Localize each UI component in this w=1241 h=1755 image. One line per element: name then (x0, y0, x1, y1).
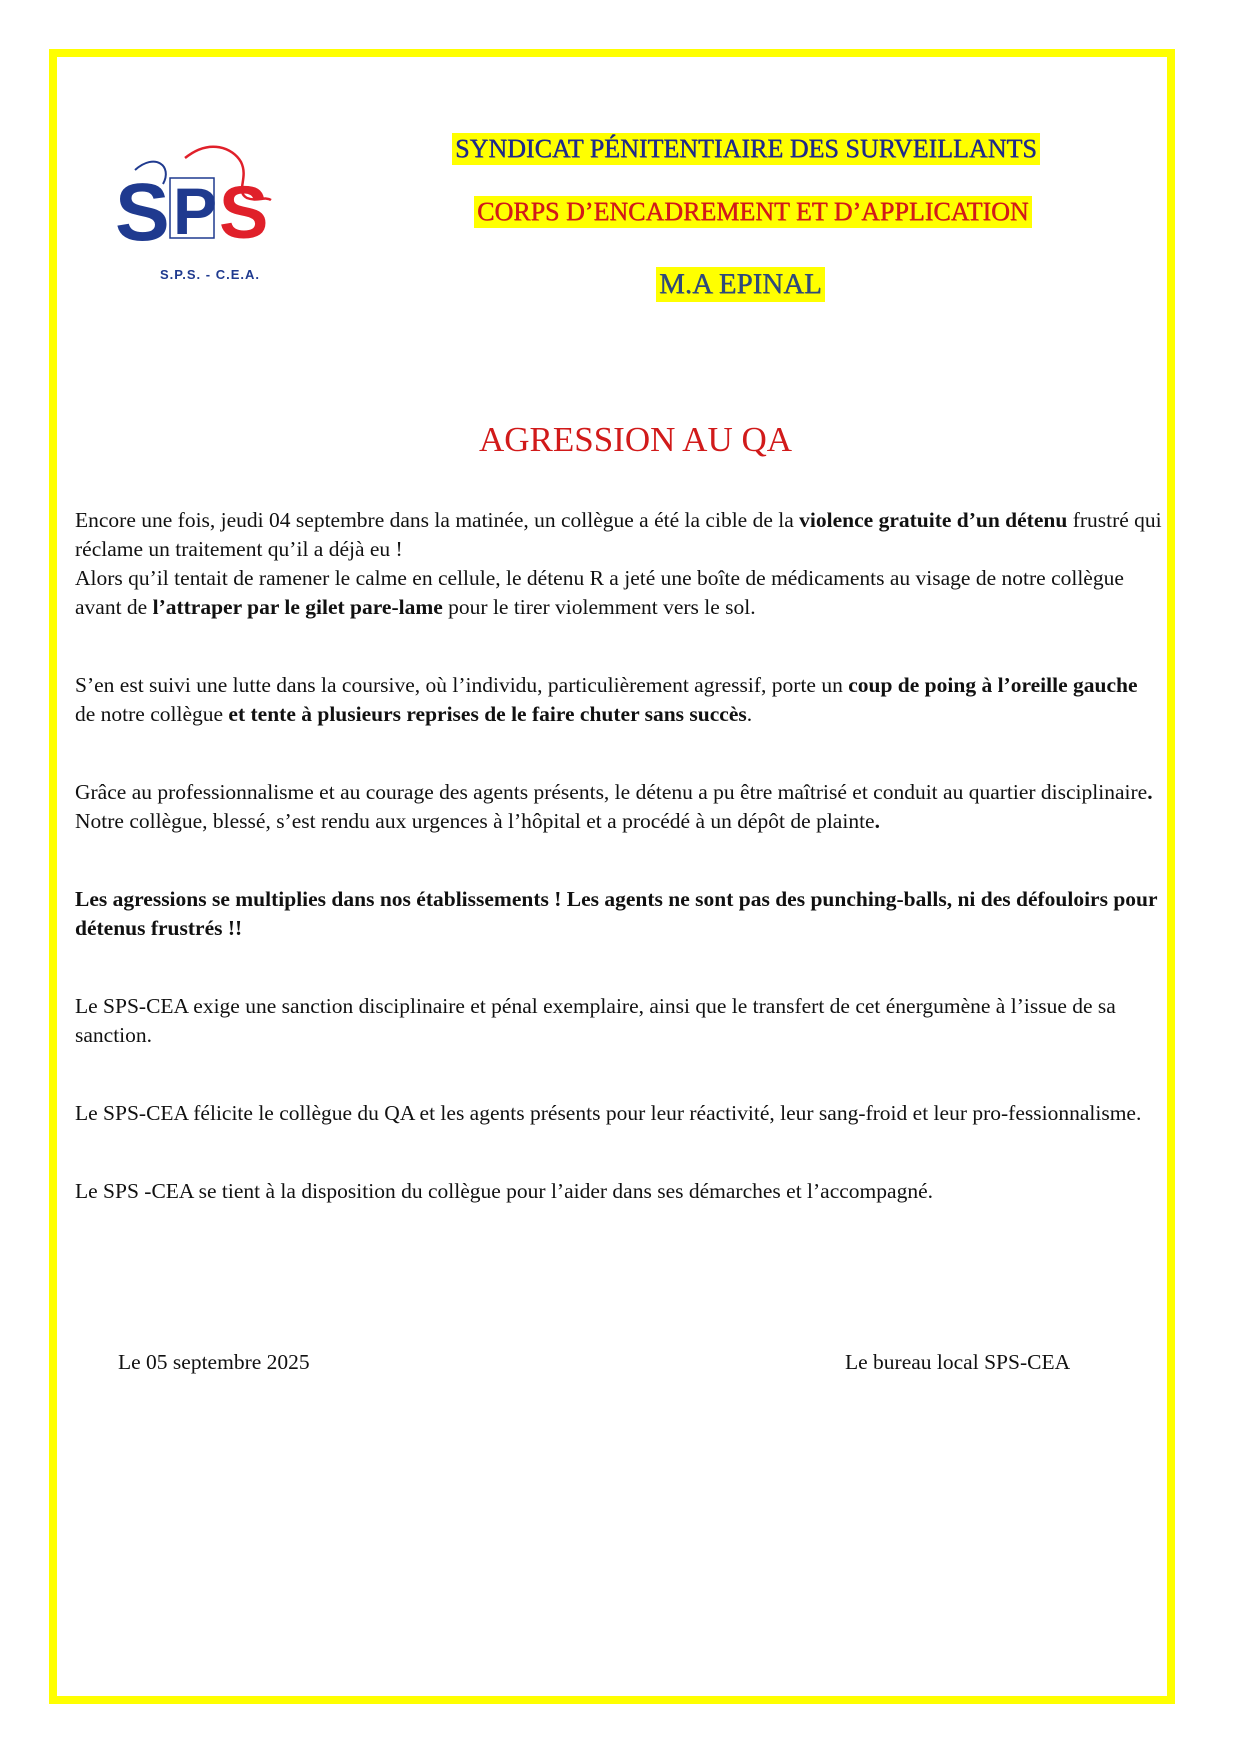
p2-text-b: pour le tirer violemment vers le sol. (442, 595, 756, 619)
establishment-name: M.A EPINAL (656, 267, 825, 302)
paragraph-7: Le SPS-CEA exige une sanction disciplinaire et pénal exemplaire, ainsi que le transfert de cet énergumène à l’issue de sa sanction. (75, 994, 1116, 1047)
p2-text-a: Alors qu’il tentait de ramener le calme en cellule, le détenu R a jeté une boîte de médicaments au visage de notre collègue avant de (75, 566, 1124, 619)
p3-text-c: . (746, 702, 753, 726)
paragraph-5 (75, 807, 1162, 836)
p4-bold-a: . (1147, 780, 1153, 804)
p3-bold-a: coup de poing à l’oreille gauche (848, 673, 1138, 697)
p3-text-a: S’en est suivi une lutte dans la coursive, où l’individu, particulièrement agressif, porte un (75, 673, 849, 697)
paragraph-8: Le SPS-CEA félicite le collègue du QA et les agents présents pour leur réactivité, leur sang-froid et leur pro-fessionnalisme. (75, 1101, 1142, 1125)
union-subtitle: CORPS D’ENCADREMENT ET D’APPLICATION (474, 196, 1032, 228)
document-signature: Le bureau local SPS-CEA (845, 1350, 1071, 1374)
paragraph-1 (75, 506, 1162, 564)
paragraph-9: Le SPS -CEA se tient à la disposition du collègue pour l’aider dans ses démarches et l’accompagné. (75, 1179, 933, 1203)
document-body (75, 506, 1162, 1206)
p2-bold-a: l’attraper par le gilet pare-lame (152, 595, 443, 619)
document-date: Le 05 septembre 2025 (118, 1350, 310, 1374)
document-title: AGRESSION AU QA (478, 420, 793, 459)
p3-text-b: de notre collègue (75, 702, 229, 726)
p4-text-a: Grâce au professionnalisme et au courage des agents présents, le détenu a pu être maîtrisé et conduit au quartier disciplinaire (75, 780, 1148, 804)
paragraph-4 (75, 778, 1162, 807)
p5-text-a: Notre collègue, blessé, s’est rendu aux urgences à l’hôpital et a procédé à un dépôt de plainte (75, 809, 875, 833)
logo-letter-s1: S (115, 167, 170, 258)
p5-bold-a: . (874, 809, 880, 833)
p1-bold-a: violence gratuite d’un détenu (799, 508, 1068, 532)
paragraph-3 (75, 671, 1162, 729)
p6-bold: Les agressions se multiplies dans nos établissements ! Les agents ne sont pas des punching-balls, ni des défouloirs pour détenus frustrés !! (75, 887, 1158, 940)
p3-bold-b: et tente à plusieurs reprises de le faire chuter sans succès (228, 702, 747, 726)
logo-letter-p: P (173, 174, 218, 248)
paragraph-2 (75, 564, 1162, 622)
logo-caption: S.P.S. - C.E.A. (160, 267, 261, 282)
union-name: SYNDICAT PÉNITENTIAIRE DES SURVEILLANTS (452, 133, 1040, 165)
logo-letter-s2: S (219, 171, 269, 254)
paragraph-6 (75, 885, 1162, 943)
p1-text-a: Encore une fois, jeudi 04 septembre dans la matinée, un collègue a été la cible de la (75, 508, 800, 532)
p1-text-b: frustré qui réclame un traitement qu’il a déjà eu ! (75, 508, 1162, 561)
